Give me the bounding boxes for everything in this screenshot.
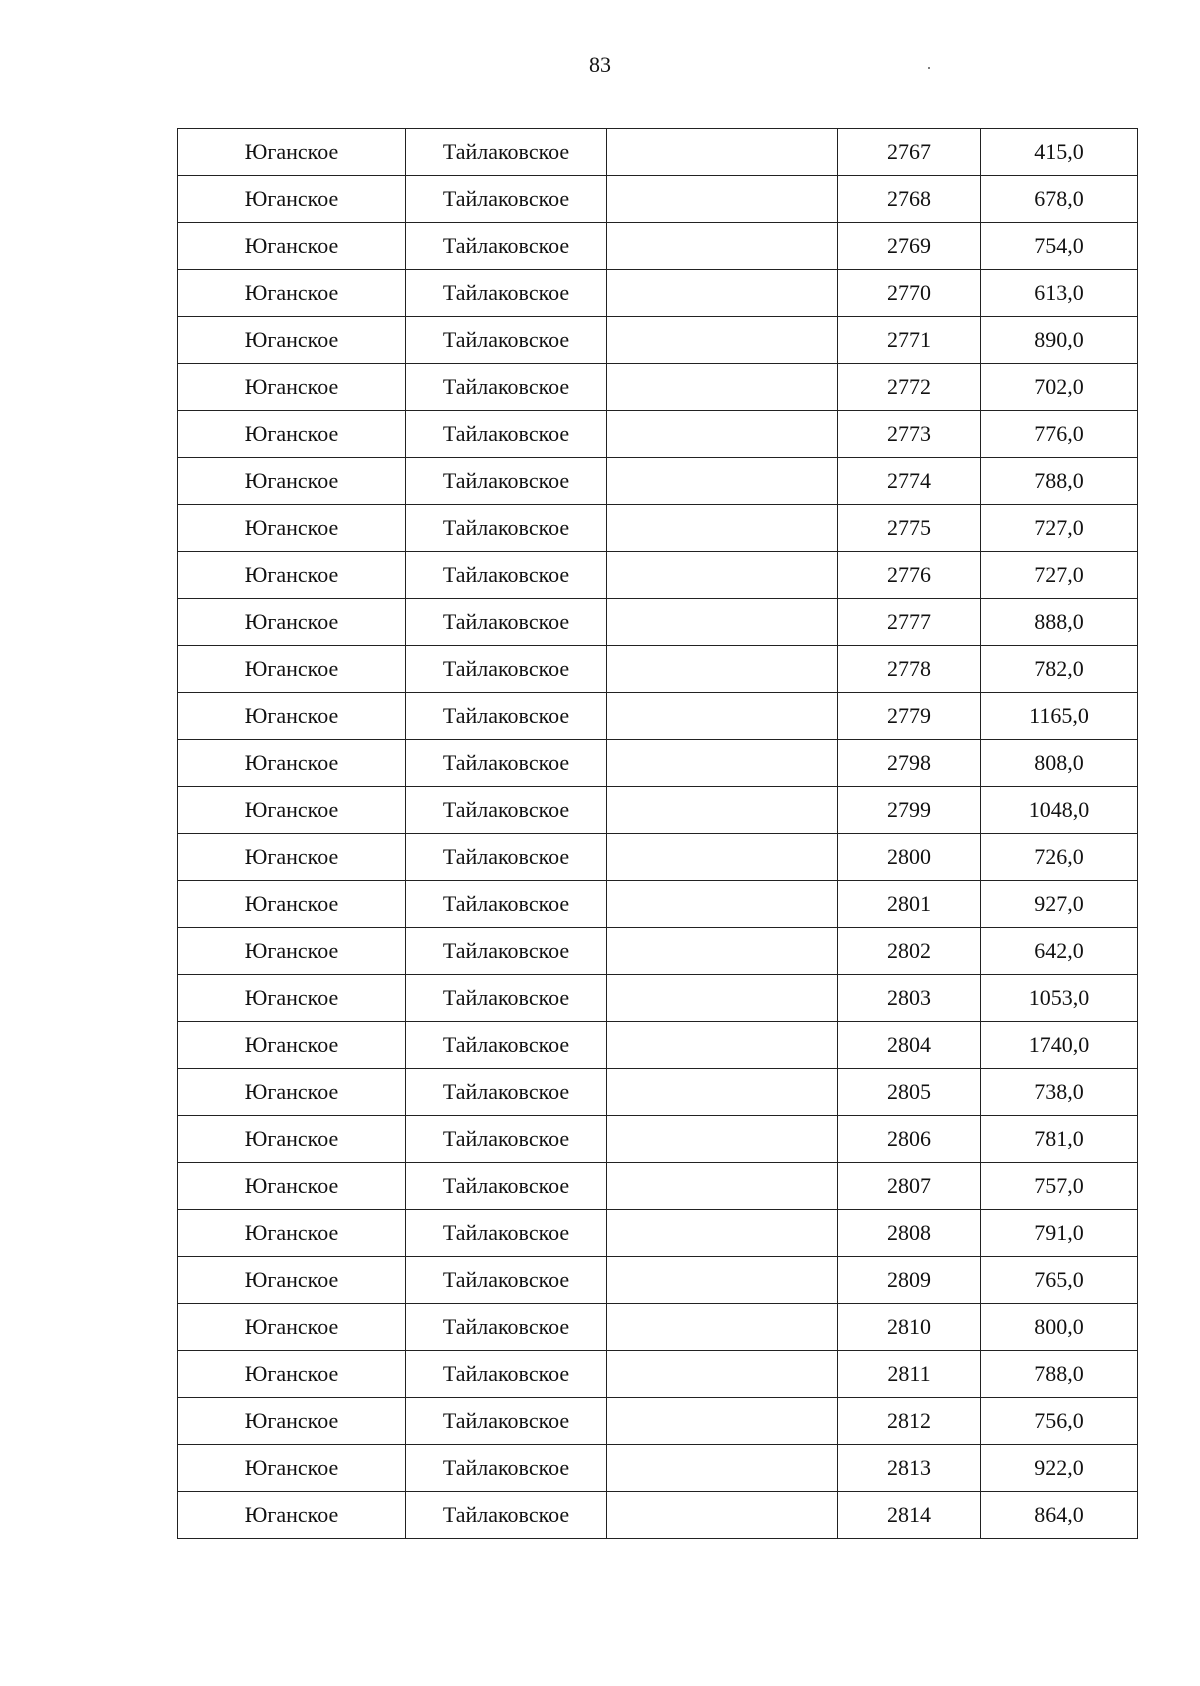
number-cell: 2804 — [838, 1022, 981, 1069]
field-cell: Юганское — [178, 1069, 406, 1116]
area-cell: Тайлаковское — [406, 1398, 607, 1445]
table-row — [178, 411, 1138, 458]
value-cell: 788,0 — [981, 1351, 1138, 1398]
number-cell: 2807 — [838, 1163, 981, 1210]
number-cell: 2773 — [838, 411, 981, 458]
number-cell: 2779 — [838, 693, 981, 740]
empty-cell — [607, 1492, 838, 1539]
field-cell: Юганское — [178, 975, 406, 1022]
empty-cell — [607, 364, 838, 411]
field-cell: Юганское — [178, 1398, 406, 1445]
empty-cell — [607, 1445, 838, 1492]
data-table — [177, 128, 1138, 1539]
area-cell: Тайлаковское — [406, 928, 607, 975]
table-row — [178, 1022, 1138, 1069]
value-cell: 782,0 — [981, 646, 1138, 693]
table-row — [178, 317, 1138, 364]
empty-cell — [607, 646, 838, 693]
empty-cell — [607, 129, 838, 176]
field-cell: Юганское — [178, 505, 406, 552]
table-row — [178, 975, 1138, 1022]
value-cell: 754,0 — [981, 223, 1138, 270]
area-cell: Тайлаковское — [406, 364, 607, 411]
area-cell: Тайлаковское — [406, 740, 607, 787]
table-row — [178, 693, 1138, 740]
area-cell: Тайлаковское — [406, 787, 607, 834]
number-cell: 2813 — [838, 1445, 981, 1492]
value-cell: 864,0 — [981, 1492, 1138, 1539]
empty-cell — [607, 1210, 838, 1257]
area-cell: Тайлаковское — [406, 270, 607, 317]
number-cell: 2776 — [838, 552, 981, 599]
area-cell: Тайлаковское — [406, 1351, 607, 1398]
field-cell: Юганское — [178, 317, 406, 364]
empty-cell — [607, 1304, 838, 1351]
value-cell: 727,0 — [981, 552, 1138, 599]
value-cell: 1048,0 — [981, 787, 1138, 834]
scan-speck — [928, 67, 930, 69]
table-row — [178, 552, 1138, 599]
field-cell: Юганское — [178, 364, 406, 411]
table-row — [178, 270, 1138, 317]
field-cell: Юганское — [178, 646, 406, 693]
number-cell: 2810 — [838, 1304, 981, 1351]
field-cell: Юганское — [178, 1163, 406, 1210]
table-row — [178, 740, 1138, 787]
number-cell: 2814 — [838, 1492, 981, 1539]
number-cell: 2812 — [838, 1398, 981, 1445]
field-cell: Юганское — [178, 1304, 406, 1351]
number-cell: 2806 — [838, 1116, 981, 1163]
area-cell: Тайлаковское — [406, 599, 607, 646]
value-cell: 757,0 — [981, 1163, 1138, 1210]
value-cell: 702,0 — [981, 364, 1138, 411]
field-cell: Юганское — [178, 270, 406, 317]
area-cell: Тайлаковское — [406, 1022, 607, 1069]
area-cell: Тайлаковское — [406, 411, 607, 458]
field-cell: Юганское — [178, 693, 406, 740]
number-cell: 2771 — [838, 317, 981, 364]
area-cell: Тайлаковское — [406, 975, 607, 1022]
value-cell: 888,0 — [981, 599, 1138, 646]
empty-cell — [607, 317, 838, 364]
value-cell: 890,0 — [981, 317, 1138, 364]
table-row — [178, 1492, 1138, 1539]
number-cell: 2809 — [838, 1257, 981, 1304]
area-cell: Тайлаковское — [406, 834, 607, 881]
number-cell: 2775 — [838, 505, 981, 552]
value-cell: 726,0 — [981, 834, 1138, 881]
field-cell: Юганское — [178, 787, 406, 834]
value-cell: 756,0 — [981, 1398, 1138, 1445]
area-cell: Тайлаковское — [406, 552, 607, 599]
table-row — [178, 1163, 1138, 1210]
table-row — [178, 1351, 1138, 1398]
value-cell: 781,0 — [981, 1116, 1138, 1163]
empty-cell — [607, 881, 838, 928]
field-cell: Юганское — [178, 411, 406, 458]
field-cell: Юганское — [178, 223, 406, 270]
empty-cell — [607, 1163, 838, 1210]
table-row — [178, 458, 1138, 505]
value-cell: 776,0 — [981, 411, 1138, 458]
number-cell: 2800 — [838, 834, 981, 881]
table-row — [178, 1445, 1138, 1492]
value-cell: 927,0 — [981, 881, 1138, 928]
area-cell: Тайлаковское — [406, 693, 607, 740]
area-cell: Тайлаковское — [406, 646, 607, 693]
number-cell: 2768 — [838, 176, 981, 223]
area-cell: Тайлаковское — [406, 129, 607, 176]
empty-cell — [607, 458, 838, 505]
table-row — [178, 787, 1138, 834]
area-cell: Тайлаковское — [406, 458, 607, 505]
value-cell: 727,0 — [981, 505, 1138, 552]
field-cell: Юганское — [178, 1116, 406, 1163]
value-cell: 642,0 — [981, 928, 1138, 975]
area-cell: Тайлаковское — [406, 1492, 607, 1539]
value-cell: 791,0 — [981, 1210, 1138, 1257]
field-cell: Юганское — [178, 599, 406, 646]
table-body — [178, 129, 1138, 1539]
empty-cell — [607, 223, 838, 270]
field-cell: Юганское — [178, 740, 406, 787]
area-cell: Тайлаковское — [406, 1257, 607, 1304]
empty-cell — [607, 928, 838, 975]
empty-cell — [607, 1398, 838, 1445]
field-cell: Юганское — [178, 1351, 406, 1398]
empty-cell — [607, 270, 838, 317]
value-cell: 788,0 — [981, 458, 1138, 505]
table-row — [178, 176, 1138, 223]
empty-cell — [607, 176, 838, 223]
field-cell: Юганское — [178, 1210, 406, 1257]
field-cell: Юганское — [178, 129, 406, 176]
empty-cell — [607, 693, 838, 740]
table-row — [178, 364, 1138, 411]
page-number: 83 — [589, 52, 611, 77]
table-row — [178, 223, 1138, 270]
number-cell: 2801 — [838, 881, 981, 928]
value-cell: 678,0 — [981, 176, 1138, 223]
area-cell: Тайлаковское — [406, 1210, 607, 1257]
table-row — [178, 881, 1138, 928]
area-cell: Тайлаковское — [406, 1304, 607, 1351]
value-cell: 738,0 — [981, 1069, 1138, 1116]
field-cell: Юганское — [178, 881, 406, 928]
table-row — [178, 129, 1138, 176]
number-cell: 2805 — [838, 1069, 981, 1116]
empty-cell — [607, 505, 838, 552]
table-row — [178, 834, 1138, 881]
empty-cell — [607, 1257, 838, 1304]
value-cell: 415,0 — [981, 129, 1138, 176]
empty-cell — [607, 411, 838, 458]
number-cell: 2798 — [838, 740, 981, 787]
value-cell: 1740,0 — [981, 1022, 1138, 1069]
number-cell: 2767 — [838, 129, 981, 176]
area-cell: Тайлаковское — [406, 881, 607, 928]
empty-cell — [607, 740, 838, 787]
value-cell: 1053,0 — [981, 975, 1138, 1022]
number-cell: 2802 — [838, 928, 981, 975]
field-cell: Юганское — [178, 552, 406, 599]
table-row — [178, 1116, 1138, 1163]
table-row — [178, 646, 1138, 693]
empty-cell — [607, 975, 838, 1022]
number-cell: 2774 — [838, 458, 981, 505]
value-cell: 1165,0 — [981, 693, 1138, 740]
empty-cell — [607, 599, 838, 646]
number-cell: 2811 — [838, 1351, 981, 1398]
number-cell: 2777 — [838, 599, 981, 646]
field-cell: Юганское — [178, 1022, 406, 1069]
number-cell: 2799 — [838, 787, 981, 834]
field-cell: Юганское — [178, 834, 406, 881]
area-cell: Тайлаковское — [406, 176, 607, 223]
table-row — [178, 505, 1138, 552]
empty-cell — [607, 1022, 838, 1069]
number-cell: 2770 — [838, 270, 981, 317]
value-cell: 800,0 — [981, 1304, 1138, 1351]
value-cell: 922,0 — [981, 1445, 1138, 1492]
field-cell: Юганское — [178, 458, 406, 505]
number-cell: 2803 — [838, 975, 981, 1022]
value-cell: 613,0 — [981, 270, 1138, 317]
area-cell: Тайлаковское — [406, 317, 607, 364]
table-row — [178, 599, 1138, 646]
value-cell: 765,0 — [981, 1257, 1138, 1304]
area-cell: Тайлаковское — [406, 1116, 607, 1163]
area-cell: Тайлаковское — [406, 223, 607, 270]
number-cell: 2772 — [838, 364, 981, 411]
table-row — [178, 928, 1138, 975]
empty-cell — [607, 1351, 838, 1398]
field-cell: Юганское — [178, 176, 406, 223]
table-row — [178, 1398, 1138, 1445]
number-cell: 2808 — [838, 1210, 981, 1257]
area-cell: Тайлаковское — [406, 505, 607, 552]
field-cell: Юганское — [178, 928, 406, 975]
table-row — [178, 1069, 1138, 1116]
field-cell: Юганское — [178, 1445, 406, 1492]
table-row — [178, 1257, 1138, 1304]
area-cell: Тайлаковское — [406, 1069, 607, 1116]
empty-cell — [607, 1116, 838, 1163]
field-cell: Юганское — [178, 1257, 406, 1304]
number-cell: 2769 — [838, 223, 981, 270]
table-row — [178, 1210, 1138, 1257]
field-cell: Юганское — [178, 1492, 406, 1539]
empty-cell — [607, 1069, 838, 1116]
number-cell: 2778 — [838, 646, 981, 693]
table-row — [178, 1304, 1138, 1351]
empty-cell — [607, 834, 838, 881]
area-cell: Тайлаковское — [406, 1163, 607, 1210]
area-cell: Тайлаковское — [406, 1445, 607, 1492]
empty-cell — [607, 552, 838, 599]
value-cell: 808,0 — [981, 740, 1138, 787]
empty-cell — [607, 787, 838, 834]
